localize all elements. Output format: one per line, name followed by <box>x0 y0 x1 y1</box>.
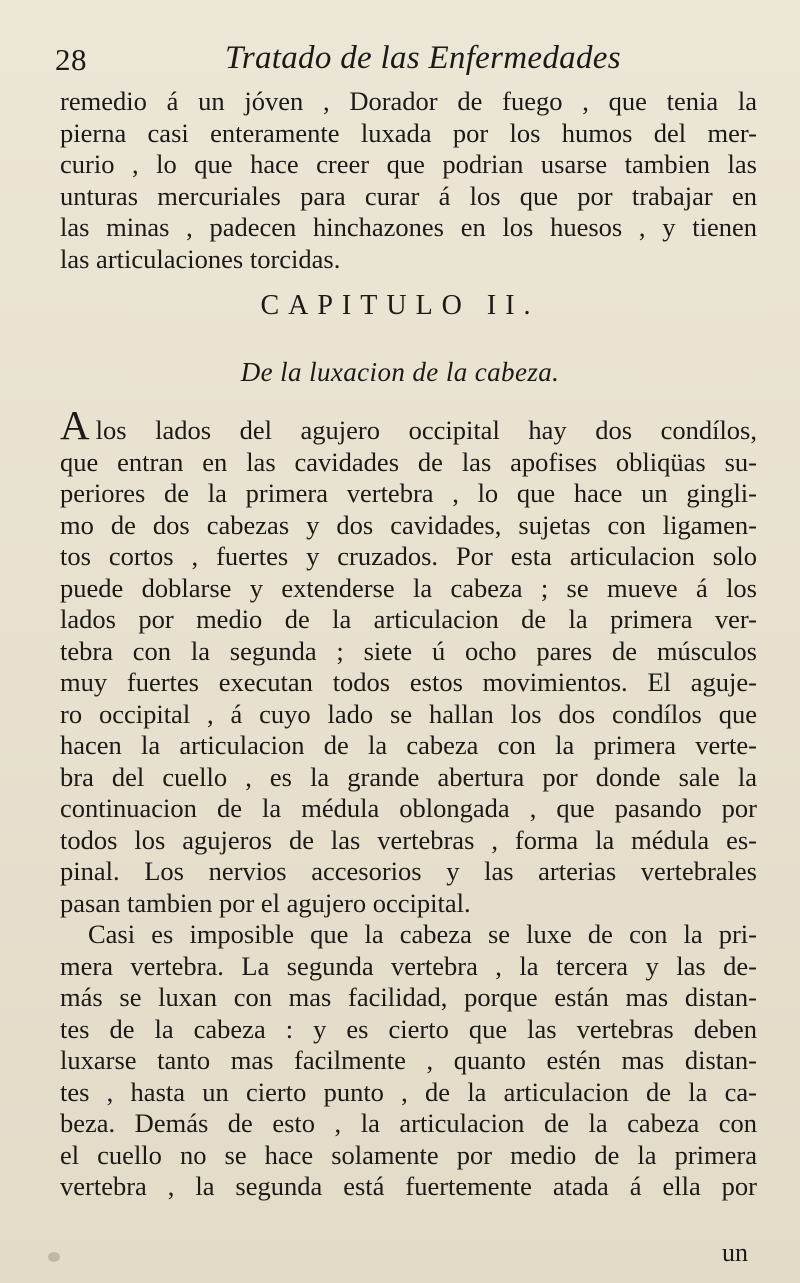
paragraph-continuation <box>60 86 757 275</box>
chapter-heading: CAPITULO II. <box>260 290 540 321</box>
text-line-first <box>60 402 757 448</box>
text-line: todos los agujeros de las vertebras , forma la médula es- <box>60 824 757 855</box>
text-line: las articulaciones torcidas. <box>60 243 341 274</box>
text-line: las minas , padecen hinchazones en los huesos , y tienen <box>60 212 757 242</box>
text-line: el cuello no se hace solamente por medio de la primera <box>60 1139 757 1170</box>
text-line: curio , lo que hace creer que podrian usarse tambien las <box>60 149 757 179</box>
text-line: periores de la primera vertebra , lo que hace un gingli- <box>60 478 757 508</box>
text-line: remedio á un jóven , Dorador de fuego , que tenia la <box>60 86 757 116</box>
text-line: beza. Demás de esto , la articulacion de la cabeza con <box>60 1108 757 1138</box>
page-number: 28 <box>55 42 87 77</box>
text-line: tes de la cabeza : y es cierto que las vertebras deben <box>60 1013 757 1044</box>
text-line: bra del cuello , es la grande abertura por donde sale la <box>60 761 757 792</box>
catchword: un <box>722 1238 748 1267</box>
text-line: tos cortos , fuertes y cruzados. Por esta articulacion solo <box>60 541 757 571</box>
text-line: Casi es imposible que la cabeza se luxe de con la pri- <box>88 919 757 949</box>
ink-smudge <box>48 1252 60 1262</box>
text-line-rest: los lados del agujero occipital hay dos condílos, <box>95 415 757 445</box>
text-line: muy fuertes executan todos estos movimientos. El aguje- <box>60 667 757 697</box>
text-line: luxarse tanto mas facilmente , quanto estén mas distan- <box>60 1045 757 1075</box>
text-line: pierna casi enteramente luxada por los humos del mer- <box>60 117 757 148</box>
text-line: mera vertebra. La segunda vertebra , la tercera y las de- <box>60 950 757 981</box>
chapter-title: De la luxacion de la cabeza. <box>240 357 560 387</box>
paragraph-anatomy <box>60 402 757 1203</box>
text-line: mo de dos cabezas y dos cavidades, sujetas con ligamen- <box>60 509 757 540</box>
text-line: ro occipital , á cuyo lado se hallan los dos condílos que <box>60 698 757 729</box>
text-line: unturas mercuriales para curar á los que por trabajar en <box>60 180 757 211</box>
text-line: tes , hasta un cierto punto , de la articulacion de la ca- <box>60 1076 757 1107</box>
text-line: pinal. Los nervios accesorios y las arterias vertebrales <box>60 856 757 886</box>
drop-cap: A <box>60 402 90 448</box>
text-line: vertebra , la segunda está fuertemente atada á ella por <box>60 1171 757 1201</box>
text-line: tebra con la segunda ; siete ú ocho pares de músculos <box>60 635 757 666</box>
text-line: más se luxan con mas facilidad, porque están mas distan- <box>60 982 757 1012</box>
text-line: continuacion de la médula oblongada , que pasando por <box>60 793 757 823</box>
text-line: pasan tambien por el agujero occipital. <box>60 887 471 918</box>
text-line: que entran en las cavidades de las apofises obliqüas su- <box>60 446 757 477</box>
running-title: Tratado de las Enfermedades <box>225 40 621 76</box>
running-head <box>55 28 740 88</box>
text-line: puede doblarse y extenderse la cabeza ; se mueve á los <box>60 572 757 603</box>
text-line: lados por medio de la articulacion de la primera ver- <box>60 604 757 634</box>
text-line: hacen la articulacion de la cabeza con la primera verte- <box>60 730 757 760</box>
